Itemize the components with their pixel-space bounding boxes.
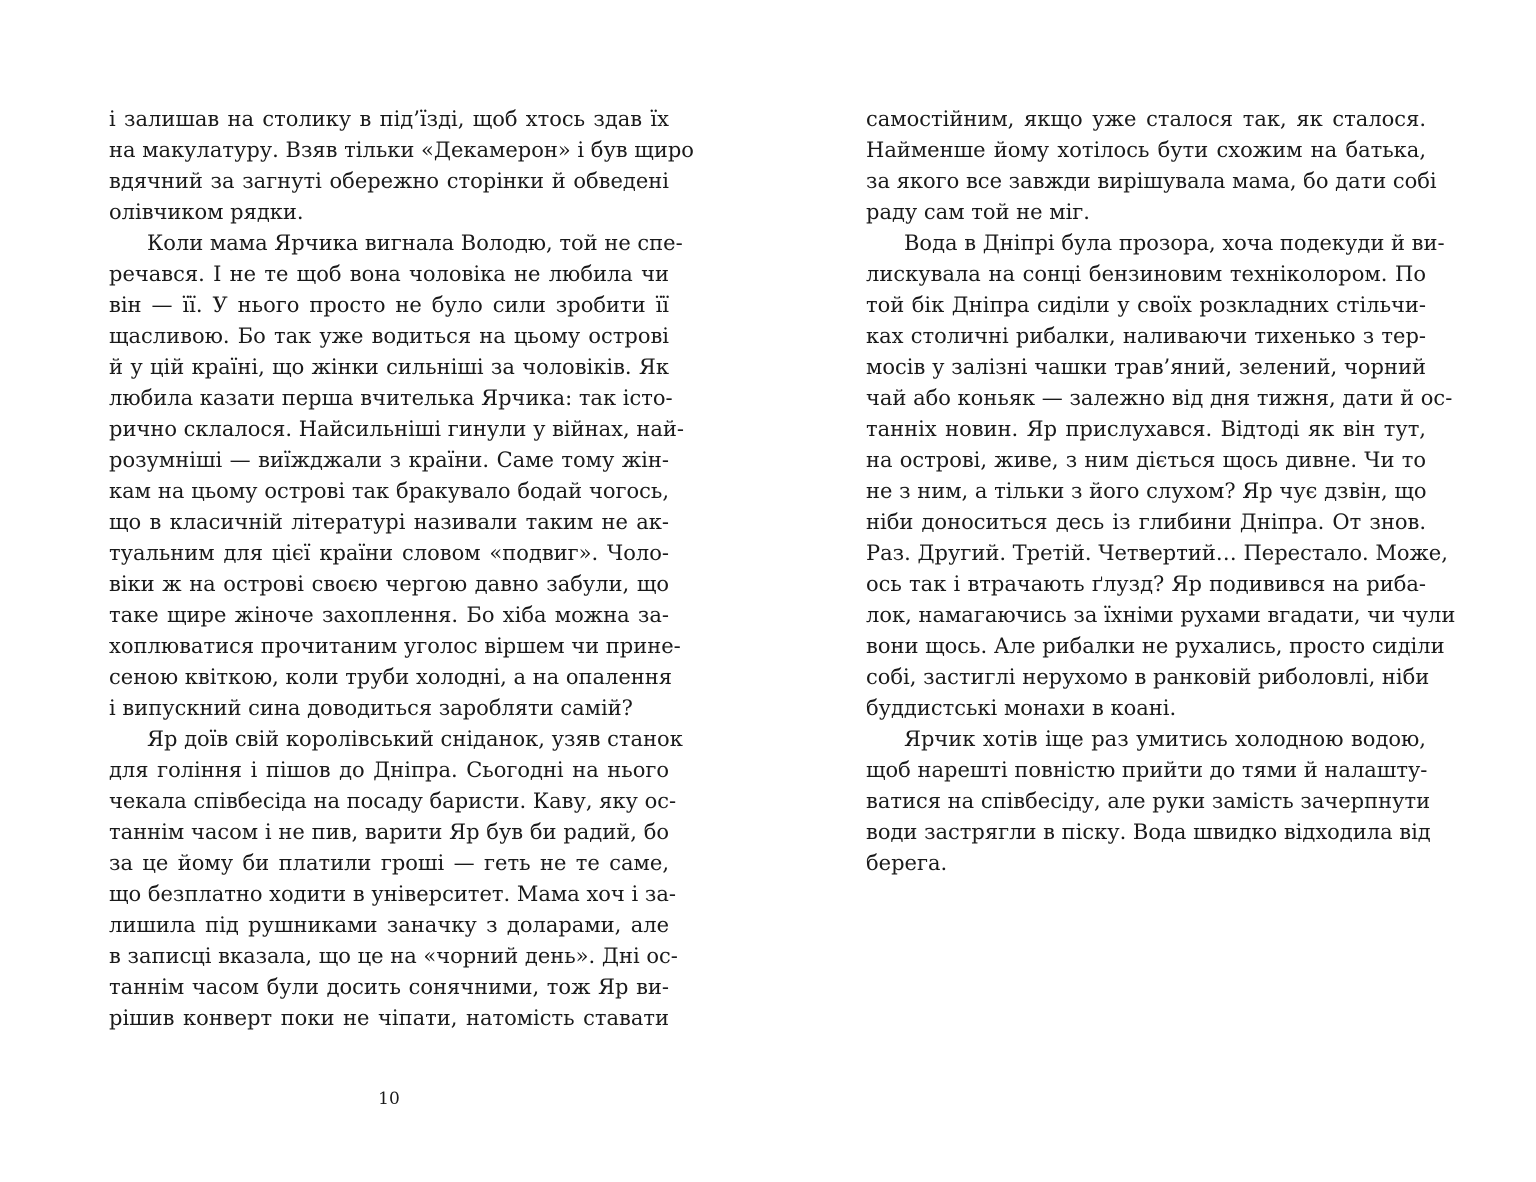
text-line: раду сам той не міг. (866, 200, 1090, 224)
page-number: 10 (378, 1089, 400, 1109)
text-line: води застрягли в піску. Вода швидко відходила від (866, 820, 1431, 844)
text-line: вони щось. Але рибалки не рухались, просто сиділи (866, 634, 1445, 658)
text-line: сеною квіткою, коли труби холодні, а на опалення (109, 665, 673, 689)
text-line: хоплюватися прочитаним уголос віршем чи прине- (109, 634, 681, 658)
paragraph-first-line: Ярчик хотів іще раз умитись холодною водою, (904, 727, 1426, 751)
text-line: лискувала на сонці бензиновим техніколором. По (866, 262, 1426, 286)
text-line: речався. І не те щоб вона чоловіка не любила чи (109, 262, 669, 286)
paragraph-first-line: Коли мама Ярчика вигнала Володю, той не спе- (147, 231, 683, 255)
text-line: Найменше йому хотілось бути схожим на батька, (866, 138, 1426, 162)
text-line: кам на цьому острові так бракувало бодай чогось, (109, 479, 669, 503)
text-line: в записці вказала, що це на «чорний день». Дні ос- (109, 944, 678, 968)
text-line: берега. (866, 851, 948, 875)
text-line: щасливою. Бо так уже водиться на цьому острові (109, 324, 669, 348)
text-line: віки ж на острові своєю чергою давно забули, що (109, 572, 669, 596)
text-line: чай або коньяк — залежно від дня тижня, дати й ос- (866, 386, 1453, 410)
text-line: лишила під рушниками заначку з доларами, але (109, 913, 669, 937)
text-line: й у цій країні, що жінки сильніші за чоловіків. Як (109, 355, 669, 379)
text-line: той бік Дніпра сиділи у своїх розкладних стільчи- (866, 293, 1426, 317)
text-line: ках столичні рибалки, наливаючи тихенько з тер- (866, 324, 1426, 348)
text-line: для гоління і пішов до Дніпра. Сьогодні на нього (109, 758, 669, 782)
text-line: на острові, живе, з ним діється щось дивне. Чи то (866, 448, 1426, 472)
text-line: вдячний за загнуті обережно сторінки й обведені (109, 169, 669, 193)
text-line: ватися на співбесіду, але руки замість зачерпнути (866, 789, 1431, 813)
text-line: і випускний сина доводиться заробляти самій? (109, 696, 633, 720)
text-line: він — її. У нього просто не було сили зробити її (109, 293, 669, 317)
text-line: за це йому би платили гроші — геть не те саме, (109, 851, 669, 875)
left-page (109, 104, 694, 1034)
text-line: Раз. Другий. Третій. Четвертий… Перестало. Може, (866, 541, 1448, 565)
text-line: рішив конверт поки не чіпати, натомість ставати (109, 1006, 669, 1030)
text-line: лок, намагаючись за їхніми рухами вгадати, чи чули (866, 603, 1456, 627)
text-line: туальним для цієї країни словом «подвиг». Чоло- (109, 541, 669, 565)
text-line: ось так і втрачають ґлузд? Яр подивився на риба- (866, 572, 1426, 596)
text-line: любила казати перша вчителька Ярчика: так істо- (109, 386, 673, 410)
text-line: розумніші — виїжджали з країни. Саме тому жін- (109, 448, 669, 472)
text-line: щоб нарешті повністю прийти до тями й налашту- (866, 758, 1428, 782)
text-line: не з ним, а тільки з його слухом? Яр чує дзвін, що (866, 479, 1427, 503)
text-line: за якого все завжди вирішувала мама, бо дати собі (866, 169, 1437, 193)
text-line: самостійним, якщо уже сталося так, як сталося. (866, 107, 1426, 131)
text-line: таннім часом і не пив, варити Яр був би радий, бо (109, 820, 669, 844)
text-line: танніх новин. Яр прислухався. Відтоді як він тут, (866, 417, 1426, 441)
text-line: що безплатно ходити в університет. Мама хоч і за- (109, 882, 676, 906)
text-line: що в класичній літературі називали таким не ак- (109, 510, 669, 534)
text-line: мосів у залізні чашки трав’яний, зелений, чорний (866, 355, 1426, 379)
text-line: на макулатуру. Взяв тільки «Декамерон» і був щиро (109, 138, 694, 162)
text-line: і залишав на столику в під’їзді, щоб хтось здав їх (109, 107, 669, 131)
text-line: собі, застиглі нерухомо в ранковій риболовлі, ніби (866, 665, 1430, 689)
right-page (866, 104, 1456, 879)
text-line: таннім часом були досить сонячними, тож Яр ви- (109, 975, 669, 999)
paragraph-first-line: Яр доїв свій королівський сніданок, узяв станок (147, 727, 683, 751)
text-line: таке щире жіноче захоплення. Бо хіба можна за- (109, 603, 669, 627)
text-line: олівчиком рядки. (109, 200, 304, 224)
text-line: ніби доноситься десь із глибини Дніпра. От знов. (866, 510, 1426, 534)
text-line: чекала співбесіда на посаду баристи. Каву, яку ос- (109, 789, 677, 813)
paragraph-first-line: Вода в Дніпрі була прозора, хоча подекуди й ви- (904, 231, 1445, 255)
text-line: буддистські монахи в коані. (866, 696, 1177, 720)
text-line: рично склалося. Найсильніші гинули у війнах, най- (109, 417, 684, 441)
